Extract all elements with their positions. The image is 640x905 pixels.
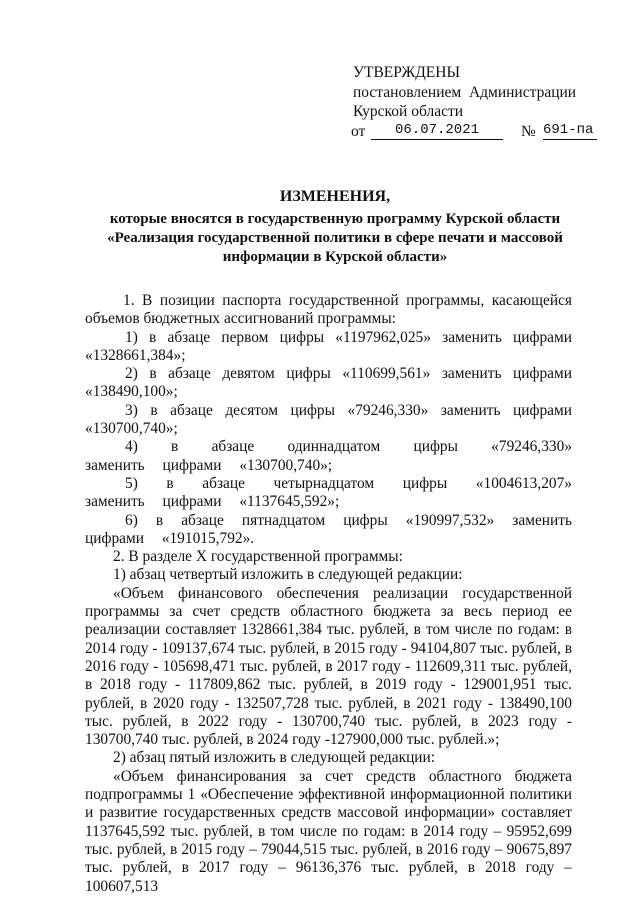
paragraph-1-item-5: 5) в абзаце четырнадцатом цифры «1004613,207» заменить цифрами «1137645,592»; bbox=[85, 474, 572, 511]
from-label: от bbox=[351, 122, 366, 140]
approval-stamp bbox=[353, 63, 603, 142]
approval-title: УТВЕРЖДЕНЫ bbox=[353, 64, 460, 81]
paragraph-1: 1. В позиции паспорта государственной программы, касающейся объемов бюджетных ассигнований программы: bbox=[85, 292, 572, 328]
number-label: № bbox=[521, 122, 536, 140]
heading-title: ИЗМЕНЕНИЯ, bbox=[279, 188, 391, 205]
paragraph-2-item-1: 1) абзац четвертый изложить в следующей редакции: bbox=[113, 566, 463, 584]
approval-number: 691-па bbox=[543, 122, 597, 140]
paragraph-2-item-2-text: «Объем финансирования за счет средств областного бюджета подпрограммы 1 «Обеспечение эффективной информационной политики и развитие государственных средств массовой информации» составляет 1137645,592 тыс. рублей, в том числе по годам: в 2014 году – 95952,699 тыс. рублей, в 2015 году – 79044,515 тыс. рублей, в 2016 году – 90675,897 тыс. рублей, в 2017 году – 96136,376 тыс. рублей, в 2018 году – 100607,513 bbox=[85, 767, 572, 895]
document-body bbox=[85, 292, 572, 896]
paragraph-1-item-3: 3) в абзаце десятом цифры «79246,330» заменить цифрами «130700,740»; bbox=[85, 401, 572, 438]
paragraph-1-item-1: 1) в абзаце первом цифры «1197962,025» заменить цифрами «1328661,384»; bbox=[85, 328, 572, 364]
paragraph-1-item-2: 2) в абзаце девятом цифры «110699,561» заменить цифрами «138490,100»; bbox=[85, 365, 572, 401]
approval-date: 06.07.2021 bbox=[371, 122, 503, 140]
heading-line-1: которые вносятся в государственную программу Курской области bbox=[109, 211, 561, 227]
approval-line-2: Курской области bbox=[353, 103, 464, 120]
paragraph-2-item-2: 2) абзац пятый изложить в следующей редакции: bbox=[113, 749, 436, 767]
paragraph-1-item-4: 4) в абзаце одиннадцатом цифры «79246,330» заменить цифрами «130700,740»; bbox=[85, 438, 572, 474]
document-heading bbox=[70, 187, 600, 267]
paragraph-2-item-1-text: «Объем финансового обеспечения реализации государственной программы за счет средств областного бюджета за весь период ее реализации составляет 1328661,384 тыс. рублей, в том числе по годам: в 2014 году - 109137,674 тыс. рублей, в 2015 году - 94104,807 тыс. рублей, в 2016 году - 105698,471 тыс. рублей, в 2017 году - 112609,311 тыс. рублей, в 2018 году - 117809,862 тыс. рублей, в 2019 году - 129001,951 тыс. рублей, в 2020 году - 132507,728 тыс. рублей, в 2021 году - 138490,100 тыс. рублей, в 2022 году - 130700,740 тыс. рублей, в 2023 году - 130700,740 тыс. рублей, в 2024 году -127900,000 тыс. рублей.»; bbox=[85, 584, 572, 749]
paragraph-2: 2. В разделе X государственной программы: bbox=[113, 548, 403, 566]
approval-date-row bbox=[353, 122, 603, 142]
heading-line-2: «Реализация государственной политики в сфере печати и массовой bbox=[107, 230, 563, 246]
approval-line-1: постановлением Администрации bbox=[353, 83, 577, 101]
heading-line-3: информации в Курской области» bbox=[222, 249, 448, 265]
paragraph-1-item-6: 6) в абзаце пятнадцатом цифры «190997,532» заменить цифрами «191015,792». bbox=[85, 511, 572, 547]
